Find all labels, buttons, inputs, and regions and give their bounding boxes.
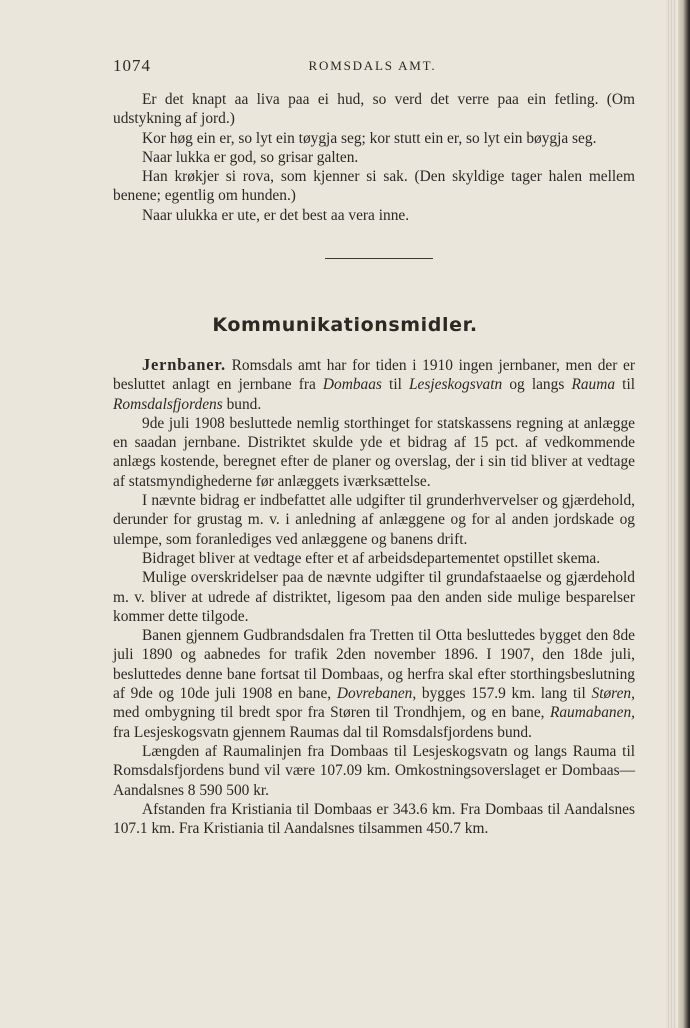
place-name: Dombaas xyxy=(322,376,382,394)
place-name: Romsdalsfjordens xyxy=(113,395,223,413)
book-spine-edge xyxy=(678,0,690,1028)
railway-name: Raumabanen, xyxy=(549,704,635,722)
paragraph: Jernbaner. Romsdals amt har for tiden i 1910 ingen jernbaner, men der er besluttet anlagt en jernbane fra Dombaas til Lesjeskogsvatn og langs Rauma til Romsdalsfjordens bund. xyxy=(113,355,635,413)
place-name: Lesjeskogsvatn xyxy=(409,376,503,394)
paragraph: I nævnte bidrag er indbefattet alle udgifter til grunderhvervelser og gjærdehold, derunder for grustag m. v. i anledning af anlæggene og for al anden jordskade og ulempe, som foranlediges ved anlæggene og banens drift. xyxy=(113,492,635,548)
proverb: Er det knapt aa liva paa ei hud, so verd det verre paa ein fetling. (Om udstykning af jord.) xyxy=(113,91,635,128)
paragraph: Bidraget bliver at vedtage efter et af arbeidsdepartementet opstillet skema. xyxy=(142,549,601,567)
place-name: Støren, xyxy=(591,685,635,703)
proverb: Han krøkjer si rova, som kjenner si sak. (Den skyldige tager halen mellem benene; egentlig om hunden.) xyxy=(113,168,635,205)
paragraph: Afstanden fra Kristiania til Dombaas er 343.6 km. Fra Dombaas til Aandalsnes 107.1 km. Fra Kristiania til Aandalsnes tilsammen 450.7 km. xyxy=(113,800,635,838)
section-divider xyxy=(325,258,433,259)
paragraph: Mulige overskridelser paa de nævnte udgifter til grundafstaaelse og gjærdehold m. v. bliver at udrede af distriktet, ligesom paa den anden side mulige besparelser kommer dette tilgode. xyxy=(113,569,635,625)
paragraph: Længden af Raumalinjen fra Dombaas til Lesjeskogsvatn og langs Rauma til Romsdalsfjordens bund vil være 107.09 km. Omkostningsoverslaget er Dombaas—Aandalsnes 8 590 500 kr. xyxy=(113,742,635,799)
proverb: Naar lukka er god, so grisar galten. xyxy=(142,148,359,166)
running-title: ROMSDALS AMT. xyxy=(308,58,437,73)
running-header xyxy=(113,56,632,80)
proverb-list xyxy=(113,90,635,225)
railway-name: Dovrebanen, xyxy=(336,685,417,703)
runin-heading: Jernbaner. xyxy=(142,355,226,374)
page-edge-lines xyxy=(666,0,676,1028)
section-body xyxy=(113,355,635,838)
place-name: Rauma xyxy=(571,376,616,394)
proverb: Kor høg ein er, so lyt ein tøygja seg; kor stutt ein er, so lyt ein bøygja seg. xyxy=(142,129,597,147)
paragraph: Banen gjennem Gudbrandsdalen fra Tretten til Otta besluttedes bygget den 8de juli 1890 og aabnedes for trafik 2den november 1896. I 1907, den 18de juli, besluttedes denne bane fortsat til Dombaas, og herfra skal efter storthingsbeslutning af 9de og 10de juli 1908 en bane, Dovrebanen, bygges 157.9 km. lang til Støren, med ombygning til bredt spor fra Støren til Trondhjem, og en bane, Raumabanen, fra Lesjeskogsvatn gjennem Raumas dal til Romsdalsfjordens bund. xyxy=(113,627,635,741)
proverb: Naar ulukka er ute, er det best aa vera inne. xyxy=(142,206,410,224)
paragraph: 9de juli 1908 besluttede nemlig storthinget for statskassens regning at anlægge en saadan jernbane. Distriktet skulde yde et bidrag af 15 pct. af vedkommende anlægs kostende, beregnet efter de planer og overslag, der i sin tid bliver at vedtage af statsmyndighederne før anlæggets iværksættelse. xyxy=(113,414,635,490)
section-title: Kommunikationsmidler. xyxy=(212,314,478,336)
page-number: 1074 xyxy=(113,56,151,75)
